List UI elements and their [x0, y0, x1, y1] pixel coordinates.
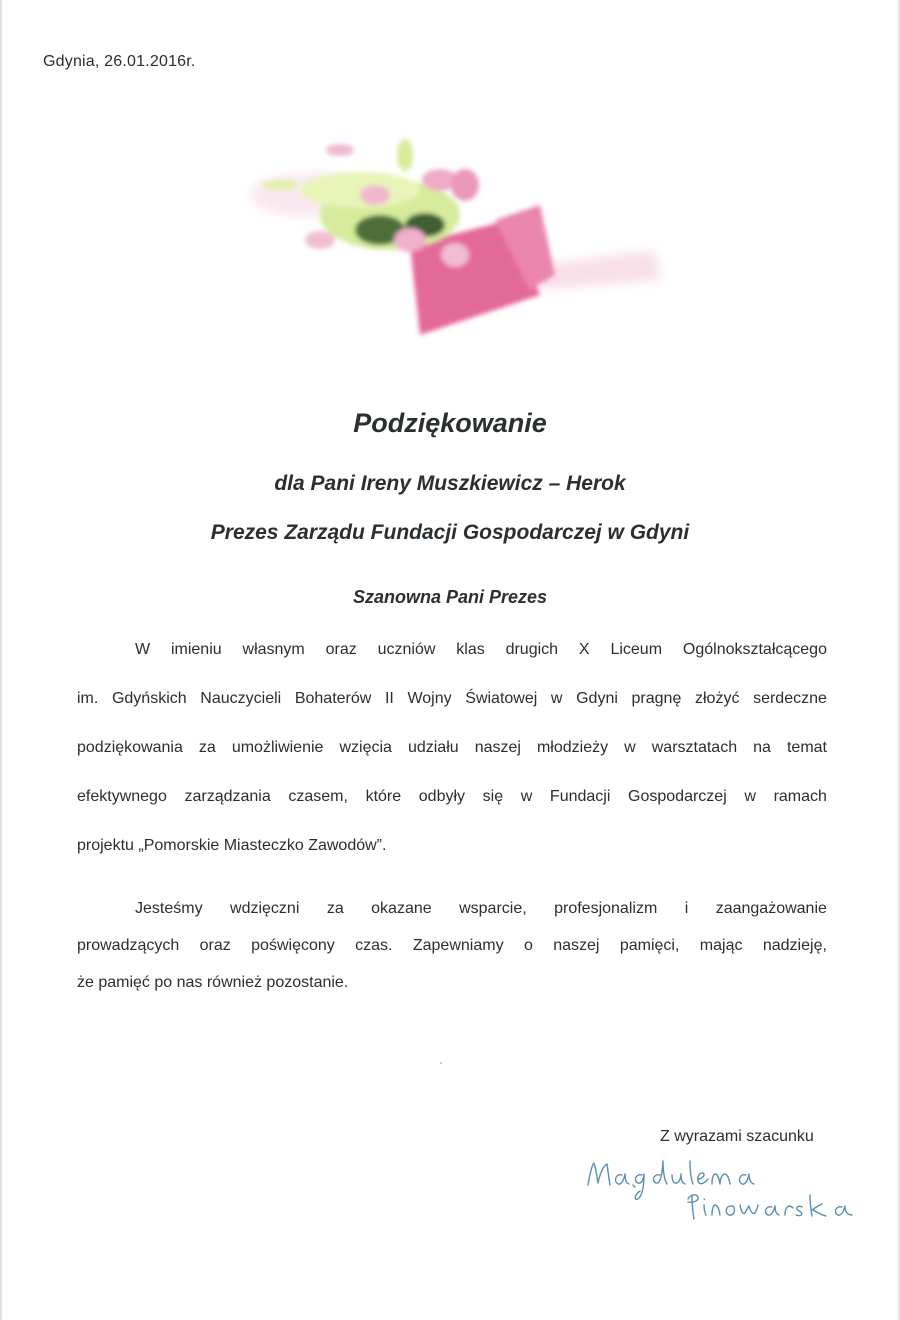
tulip-bouquet-image [240, 125, 670, 340]
body-paragraph-2 [77, 893, 827, 1004]
scan-speck [440, 1062, 442, 1064]
closing-phrase: Z wyrazami szacunku [660, 1128, 814, 1145]
paragraph-line: W imieniu własnym oraz uczniów klas drugich X Liceum Ogólnokształcącego [135, 641, 827, 658]
paragraph-line: efektywnego zarządzania czasem, które odbyły się w Fundacji Gospodarczej w ramach [77, 788, 827, 805]
paragraph-line: im. Gdyńskich Nauczycieli Bohaterów II Wojny Światowej w Gdyni pragnę złożyć serdeczne [77, 690, 827, 707]
place-date: Gdynia, 26.01.2016r. [43, 53, 196, 70]
paragraph-line: że pamięć po nas również pozostanie. [77, 974, 349, 991]
paragraph-line: prowadzących oraz poświęcony czas. Zapewniamy o naszej pamięci, mając nadzieję, [77, 937, 827, 954]
scan-edge-left [0, 0, 3, 1320]
handwritten-signature [580, 1155, 880, 1225]
letter-title: Podziękowanie [353, 408, 547, 438]
salutation: Szanowna Pani Prezes [352, 587, 548, 607]
recipient-role: Prezes Zarządu Fundacji Gospodarczej w Gdyni [210, 521, 690, 544]
paragraph-line: projektu „Pomorskie Miasteczko Zawodów”. [77, 837, 387, 854]
paragraph-line: podziękowania za umożliwienie wzięcia udziału naszej młodzieży w warsztatach na temat [77, 739, 827, 756]
paragraph-line: Jesteśmy wdzięczni za okazane wsparcie, profesjonalizm i zaangażowanie [135, 900, 827, 917]
recipient-name: dla Pani Ireny Muszkiewicz – Herok [274, 472, 626, 495]
body-paragraph-1 [77, 633, 827, 878]
